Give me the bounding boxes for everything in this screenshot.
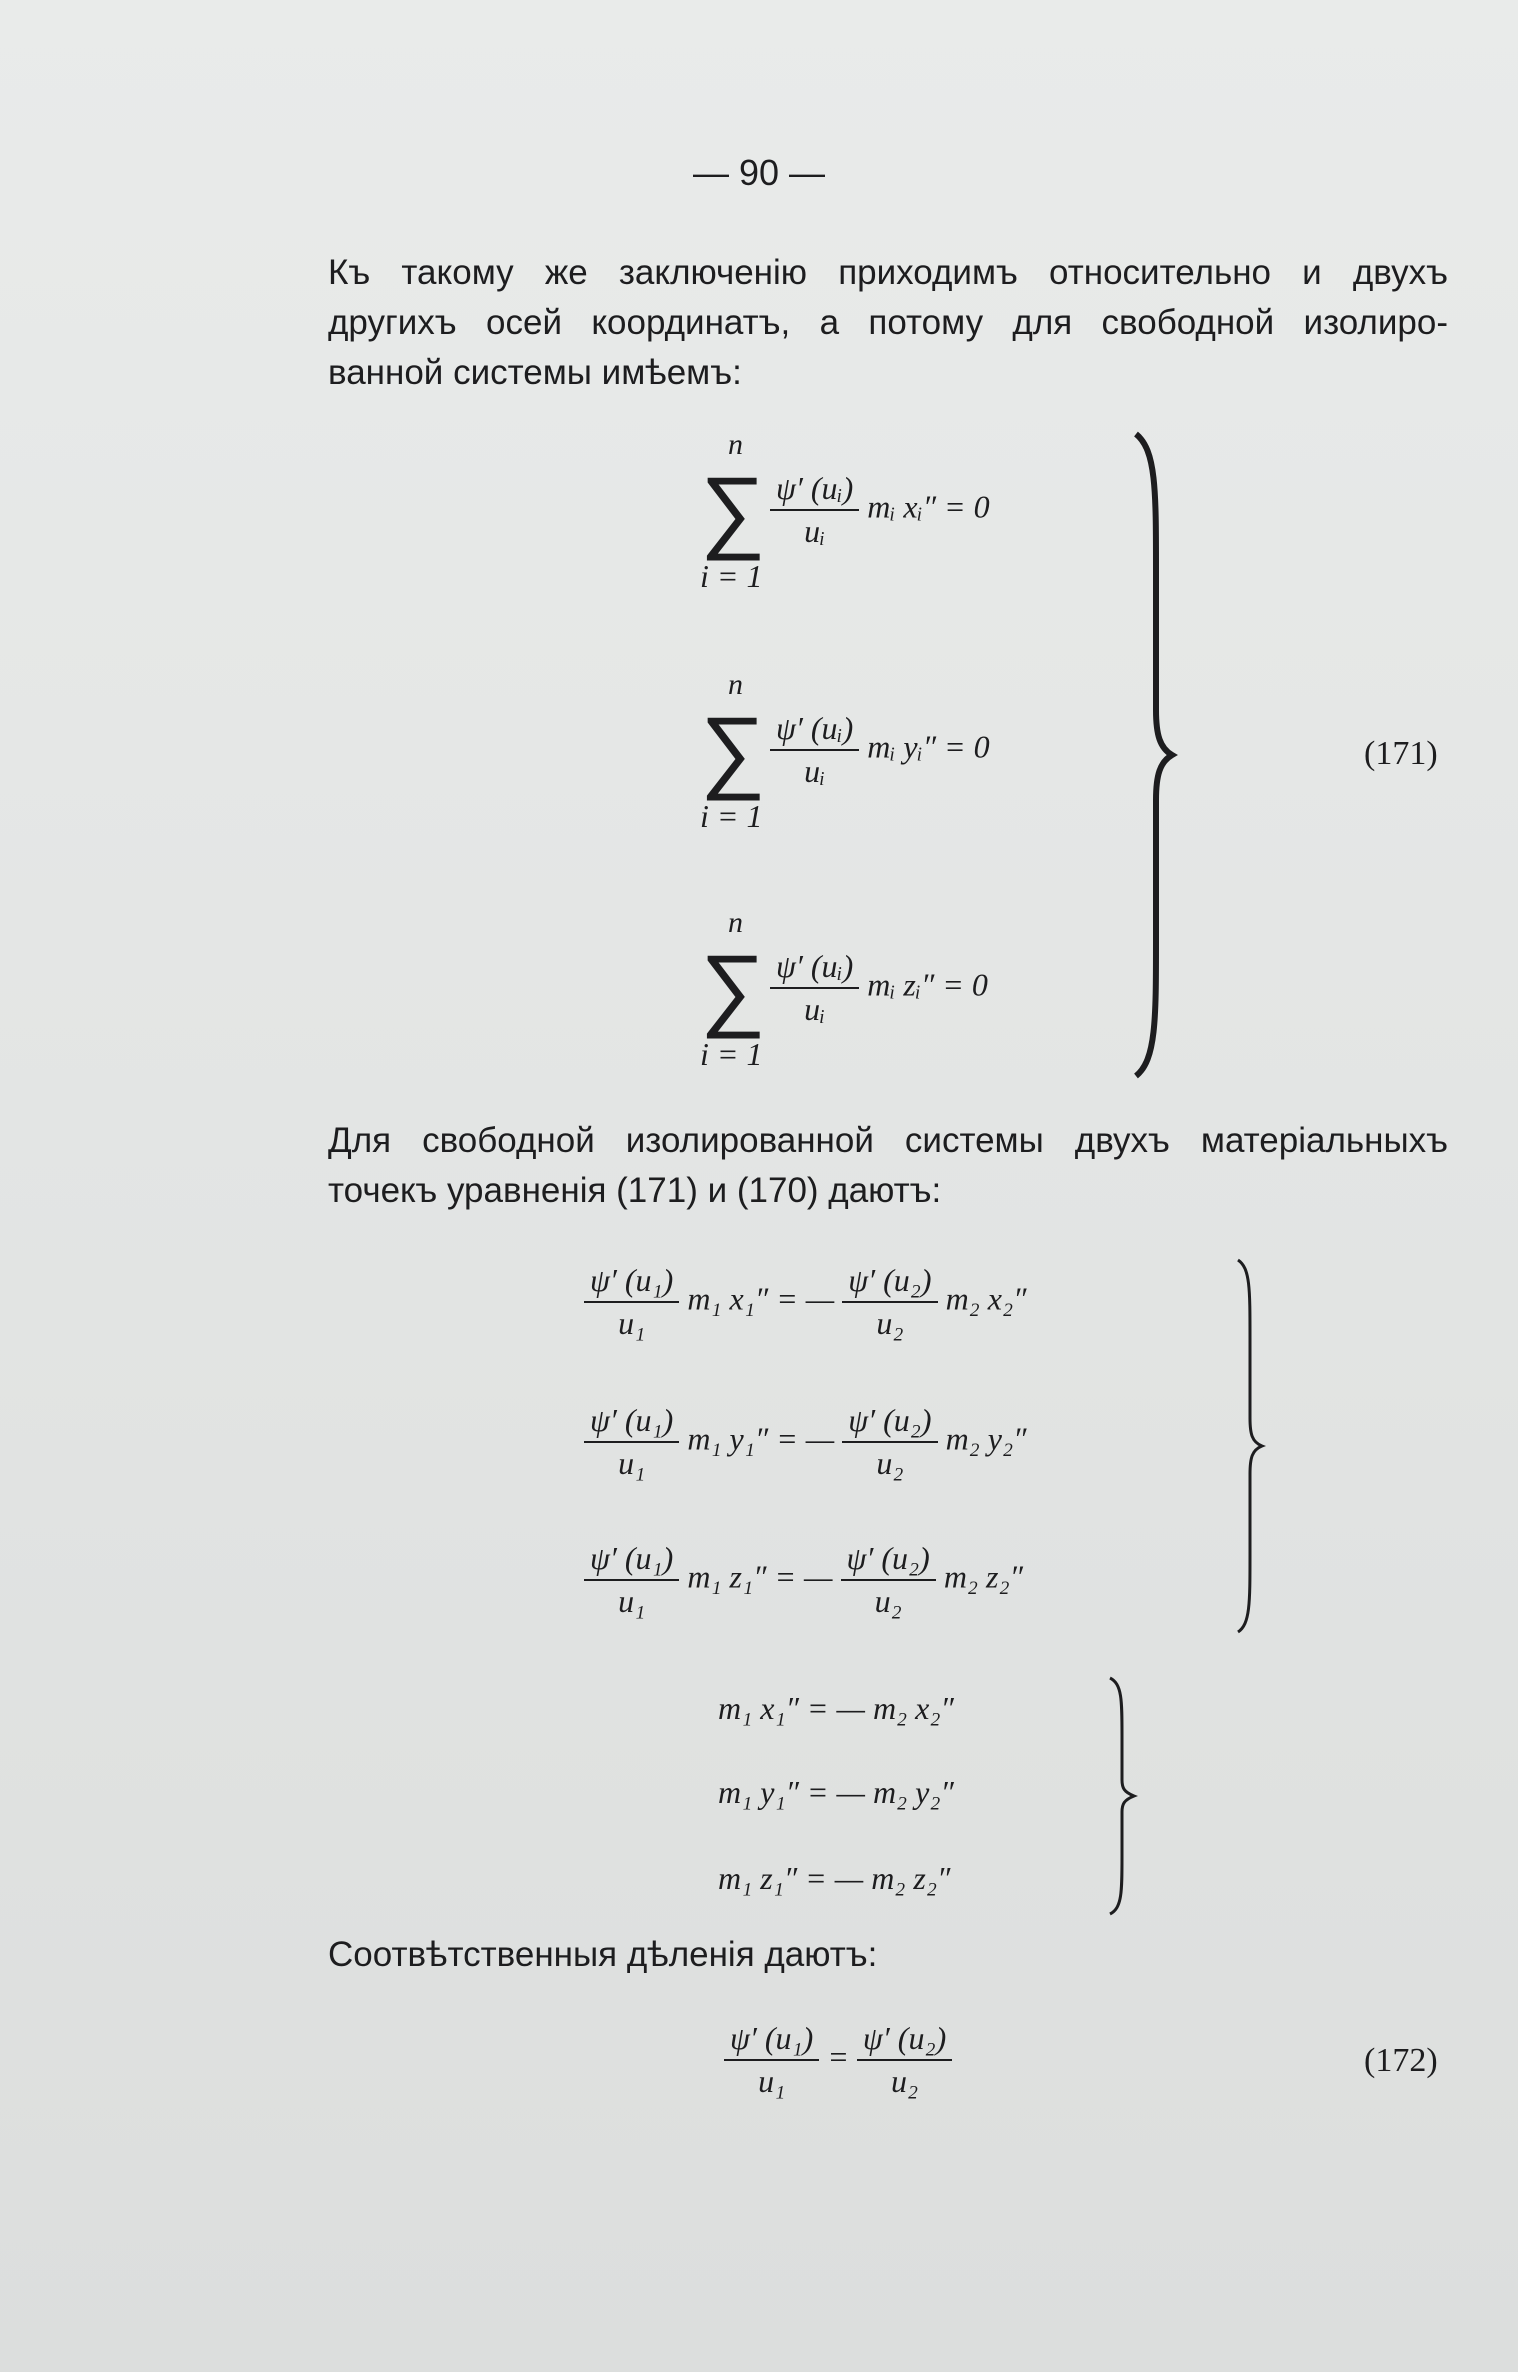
paragraph-line: Къ такому же заключенію приходимъ относительно и двухъ [328,253,1448,292]
equation-end: m₂ z₂″ [943,1558,1023,1595]
fraction-numerator: ψ′ (u₁) [724,2020,819,2061]
sum-symbol: ∑ [700,459,766,561]
fraction-denominator: uᵢ [804,513,826,549]
paragraph-two-points [328,1116,1448,1216]
fraction-numerator: ψ′ (uᵢ) [770,948,859,989]
paragraph-line: ванной системы имѣемъ: [328,353,742,392]
fraction-denominator: u₂ [874,1583,902,1619]
equation-row [584,1262,1026,1342]
fraction-numerator: ψ′ (u₁) [584,1540,679,1581]
sum-lower-limit: i = 1 [700,1036,763,1072]
fraction-numerator: ψ′ (u₂) [841,1540,936,1581]
equation-row: m₁ y₁″ = — m₂ y₂″ [718,1774,954,1810]
sum-symbol: ∑ [700,699,766,801]
fraction-numerator: ψ′ (u₁) [584,1262,679,1303]
paragraph-intro [328,248,1448,398]
fraction-numerator: ψ′ (u₂) [842,1262,937,1303]
right-brace [1108,1676,1138,1916]
equation-end: m₂ y₂″ [945,1420,1027,1457]
fraction-denominator: u₁ [618,1445,646,1481]
sum-upper-limit: n [728,428,743,461]
equation-middle: m₁ y₁″ = — [687,1420,835,1457]
equation-rhs: mᵢ yᵢ″ = 0 [867,728,990,765]
equation-row: m₁ z₁″ = — m₂ z₂″ [718,1860,951,1896]
fraction-denominator: uᵢ [804,753,826,789]
equation-row [770,470,990,550]
equation-rhs: mᵢ xᵢ″ = 0 [867,488,990,525]
equation-172 [724,2020,952,2100]
fraction-numerator: ψ′ (uᵢ) [770,710,859,751]
equals-sign: = [827,2038,849,2075]
equation-row [770,948,988,1028]
page-number: — 90 — [692,152,826,193]
paragraph-division [328,1930,1448,1980]
fraction-denominator: u₂ [876,1305,904,1341]
paragraph-line: другихъ осей координатъ, а потому для свободной изолиро- [328,303,1448,342]
fraction-denominator: u₁ [618,1583,646,1619]
right-brace [1236,1258,1266,1634]
fraction-denominator: u₁ [758,2063,786,2099]
equation-row [770,710,990,790]
sum-upper-limit: n [728,668,743,701]
fraction-numerator: ψ′ (u₁) [584,1402,679,1443]
fraction-denominator: u₂ [876,1445,904,1481]
equation-row: m₁ x₁″ = — m₂ x₂″ [718,1690,954,1726]
fraction-numerator: ψ′ (u₂) [857,2020,952,2061]
fraction-denominator: u₂ [891,2063,919,2099]
equation-row [584,1402,1026,1482]
sum-symbol: ∑ [700,937,766,1039]
sum-lower-limit: i = 1 [700,798,763,834]
equation-middle: m₁ x₁″ = — [687,1280,835,1317]
fraction-denominator: uᵢ [804,991,826,1027]
equation-rhs: mᵢ zᵢ″ = 0 [867,966,988,1003]
sum-lower-limit: i = 1 [700,558,763,594]
fraction-denominator: u₁ [618,1305,646,1341]
paragraph-line: точекъ уравненія (171) и (170) даютъ: [328,1171,942,1210]
equation-number: (172) [1364,2042,1438,2079]
equation-end: m₂ x₂″ [945,1280,1027,1317]
equation-middle: m₁ z₁″ = — [687,1558,833,1595]
paragraph-line: Соотвѣтственныя дѣленія даютъ: [328,1935,878,1974]
right-brace [1130,430,1180,1080]
equation-number: (171) [1364,735,1438,772]
sum-upper-limit: n [728,906,743,939]
paragraph-line: Для свободной изолированной системы двухъ матеріальныхъ [328,1121,1448,1160]
equation-row [584,1540,1023,1620]
fraction-numerator: ψ′ (uᵢ) [770,470,859,511]
fraction-numerator: ψ′ (u₂) [842,1402,937,1443]
